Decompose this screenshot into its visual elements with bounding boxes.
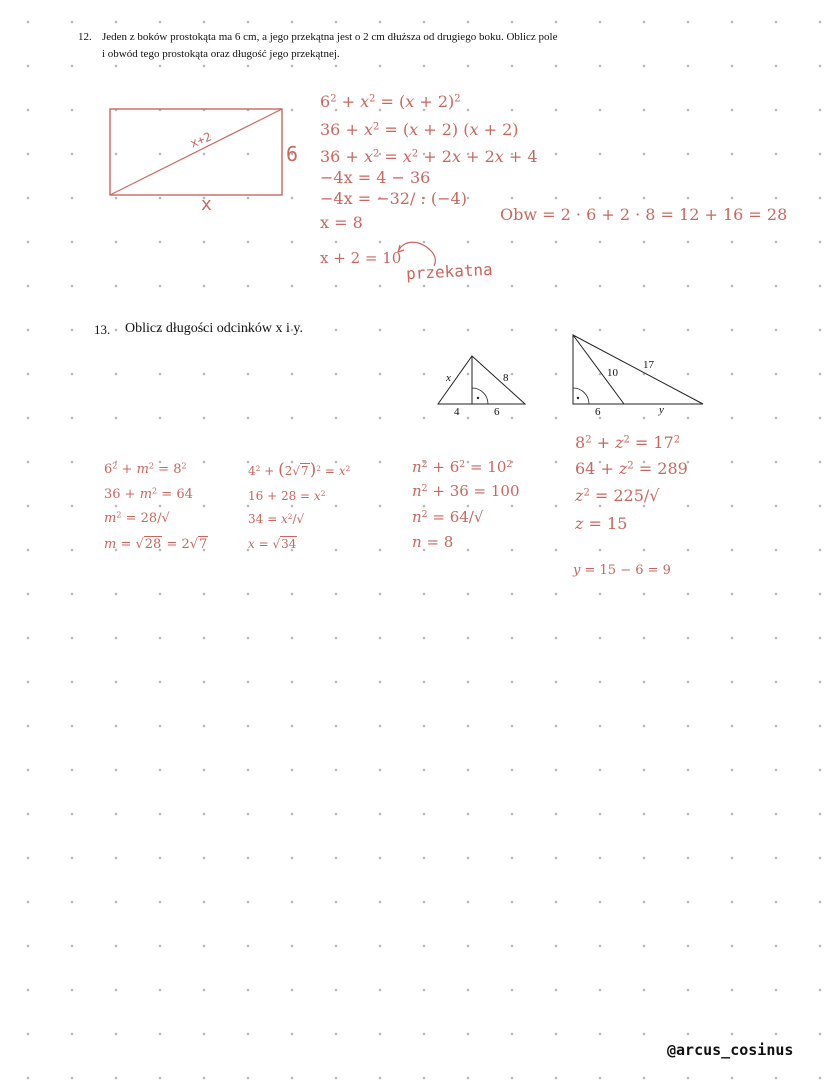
col3-line3: $n^2 = 64/√$ [412, 508, 484, 526]
col2-line3: $34 = x^2/√$ [248, 511, 305, 526]
signature: @arcus_cosinus [667, 1041, 794, 1059]
col3-line2: $n^2 + 36 = 100$ [412, 482, 520, 500]
step-3: $36 + x^2 = x^2 + 2x + 2x + 4$ [320, 147, 538, 166]
col3-line1: $n^2 + 6^2 = 10^2$ [412, 458, 513, 476]
task12-number: 12. [78, 31, 92, 43]
task13-prompt: Oblicz długości odcinków x i y. [125, 321, 303, 336]
side-label: 6 [286, 142, 299, 166]
col1-line1: $6^2 + m^2 = 8^2$ [104, 461, 187, 477]
col2-line4: x = √34 [248, 537, 297, 551]
fig1-x-label: x [446, 372, 451, 384]
col4-line1: $8^2 + z^2 = 17^2$ [575, 433, 681, 452]
col1-line3: $m^2 = 28/√$ [104, 510, 170, 526]
task12-text-line2: i obwód tego prostokąta oraz długość jego przekątnej. [102, 48, 340, 60]
fig2-b-label: 17 [643, 359, 654, 371]
col2-line1: $4^2 + (2√7)^2 = x^2$ [248, 460, 351, 480]
fig1-left-label: 4 [454, 406, 460, 418]
step-5: −4x = −32/ : (−4) [320, 189, 467, 208]
diagonal-note: przekatna [405, 259, 494, 284]
step-2: $36 + x^2 = (x + 2) (x + 2)$ [320, 120, 519, 139]
diagonal-label: x+2 [188, 129, 214, 151]
task13-number: 13. [94, 322, 111, 337]
col4-line4: z = 15 [575, 514, 628, 533]
bottom-label: x [201, 194, 212, 215]
col2-line2: $16 + 28 = x^2$ [248, 488, 326, 503]
step-7: x + 2 = 10 [320, 249, 402, 267]
fig1-right-label: 6 [494, 406, 500, 418]
fig1-hyp-label: 8 [503, 372, 509, 384]
col1-line2: $36 + m^2 = 64$ [104, 486, 193, 502]
step-6: x = 8 [320, 213, 363, 232]
fig2-base-label: 6 [595, 406, 601, 418]
col4-line5: y = 15 − 6 = 9 [573, 563, 671, 578]
step-4: −4x = 4 − 36 [320, 168, 431, 187]
perimeter-result: Obw = 2 · 6 + 2 · 8 = 12 + 16 = 28 [500, 205, 788, 224]
step-1: $6^2 + x^2 = (x + 2)^2$ [320, 92, 461, 111]
fig2-y-label: y [659, 404, 664, 416]
fig2-a-label: 10 [607, 367, 618, 379]
task12-text-line1: Jeden z boków prostokąta ma 6 cm, a jego przekątna jest o 2 cm dłuższa od drugiego boku. Oblicz pole [102, 31, 558, 43]
col3-line4: n = 8 [412, 533, 454, 551]
col4-line2: $64 + z^2 = 289$ [575, 459, 688, 478]
col4-line3: $z^2 = 225/√$ [575, 486, 660, 505]
col1-line4: m = √28 = 2√7 [104, 537, 208, 552]
